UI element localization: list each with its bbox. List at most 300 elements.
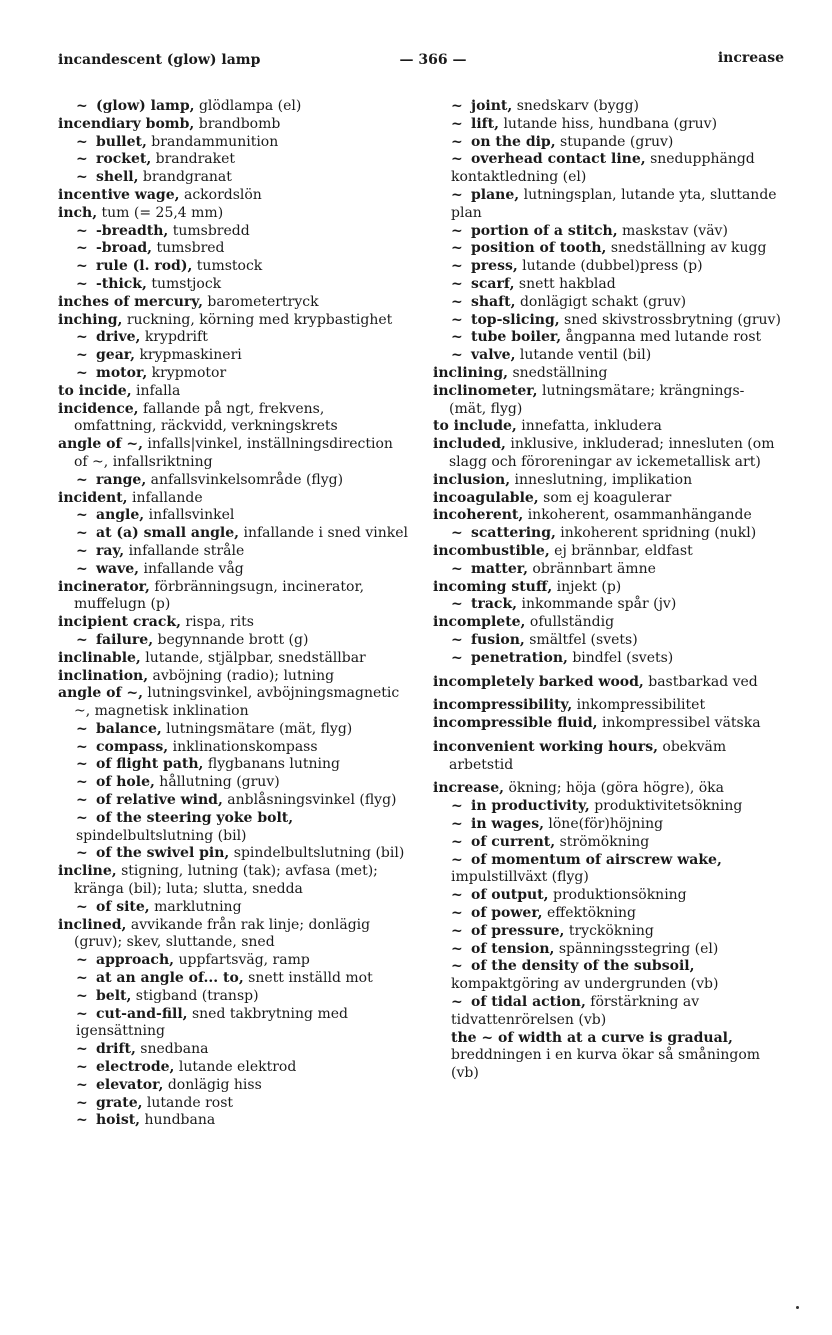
- definition: breddningen i en kurva ökar så småningom (vb): [451, 1047, 761, 1082]
- headword: of the swivel pin,: [96, 845, 230, 862]
- headword: rule (l. rod),: [96, 258, 193, 275]
- tilde-mark: ~: [451, 631, 463, 648]
- definition: uppfartsväg, ramp: [174, 952, 310, 969]
- page-header: [58, 50, 784, 74]
- tilde-mark: ~: [76, 720, 88, 737]
- subentry: [58, 151, 408, 169]
- tilde-mark: ~: [76, 631, 88, 648]
- headword: on the dip,: [471, 133, 556, 150]
- definition: inkoherent spridning (nukl): [555, 525, 757, 542]
- headword: inclined,: [58, 916, 127, 933]
- tilde-mark: ~: [451, 293, 463, 310]
- definition: lutande, stjälpbar, snedställbar: [140, 649, 366, 666]
- definition: stupande (gruv): [555, 133, 674, 150]
- headword: position of tooth,: [471, 240, 607, 257]
- tilde-mark: ~: [76, 1094, 88, 1111]
- headword: incoming stuff,: [433, 578, 553, 595]
- subentry: [58, 98, 408, 116]
- definition: infallande stråle: [124, 542, 245, 559]
- dictionary-entry: [58, 187, 408, 205]
- definition: inklusive, inkluderad; innesluten (om slagg och föroreningar av ickemetallisk art): [449, 436, 775, 470]
- headword: angle of ~,: [58, 685, 143, 702]
- headword: of flight path,: [96, 756, 204, 773]
- subentry: [433, 294, 783, 312]
- tilde-mark: ~: [451, 798, 463, 815]
- tilde-mark: ~: [451, 560, 463, 577]
- subentry: [58, 223, 408, 241]
- tilde-mark: ~: [76, 525, 88, 542]
- headword: shell,: [96, 169, 139, 186]
- subentry: [58, 1041, 408, 1059]
- definition: bastbarkad ved: [643, 673, 758, 690]
- headword: incompressible fluid,: [433, 715, 598, 732]
- subentry: [58, 988, 408, 1006]
- dictionary-entry: [58, 383, 408, 401]
- definition: krypdrift: [140, 329, 208, 346]
- definition: obrännbart ämne: [527, 560, 656, 577]
- definition: infallsvinkel: [144, 507, 235, 524]
- definition: donlägigt schakt (gruv): [515, 293, 687, 310]
- definition: förbränningsugn, incinerator, muffelugn (p): [74, 578, 365, 613]
- dictionary-entry: [433, 543, 783, 561]
- tilde-mark: ~: [76, 1059, 88, 1076]
- dictionary-entry: [433, 365, 783, 383]
- dictionary-entry: [433, 472, 783, 490]
- definition: tumsbred: [152, 240, 225, 257]
- definition: maskstav (väv): [617, 222, 728, 239]
- tilde-mark: ~: [451, 258, 463, 275]
- headword: top-slicing,: [471, 311, 560, 328]
- definition: glödlampa (el): [194, 98, 302, 114]
- headword: scattering,: [471, 525, 556, 542]
- subentry: [58, 792, 408, 810]
- tilde-mark: ~: [76, 845, 88, 862]
- dictionary-entry: [58, 312, 408, 330]
- dictionary-entry: [58, 685, 408, 721]
- definition: marklutning: [149, 898, 242, 915]
- subentry: [58, 810, 408, 846]
- headword: scarf,: [471, 275, 515, 292]
- definition: fallande på ngt, frekvens, omfattning, räckvidd, verkningskrets: [74, 400, 338, 435]
- definition: hållutning (gruv): [154, 774, 280, 791]
- tilde-mark: ~: [451, 347, 463, 364]
- subentry: [433, 994, 783, 1030]
- definition: lutande elektrod: [174, 1059, 297, 1076]
- tilde-mark: ~: [451, 833, 463, 850]
- headword: wave,: [96, 560, 140, 577]
- definition: snedbana: [135, 1041, 209, 1058]
- headword: to incide,: [58, 382, 132, 399]
- headword: tube boiler,: [471, 329, 562, 346]
- definition: snett inställd mot: [243, 970, 373, 987]
- definition: lutningsvinkel, avböjningsmagnetic ~, magnetisk inklination: [74, 685, 400, 720]
- headword: (glow) lamp,: [96, 98, 195, 114]
- definition: stigband (transp): [131, 987, 259, 1004]
- subentry: [433, 134, 783, 152]
- definition: ej brännbar, eldfast: [549, 542, 693, 559]
- headword: incline,: [58, 863, 117, 880]
- headword: inch,: [58, 204, 98, 221]
- subentry: [433, 887, 783, 905]
- definition: inkompressibilitet: [572, 697, 706, 714]
- headword: grate,: [96, 1094, 143, 1111]
- tilde-mark: ~: [76, 809, 88, 826]
- headword: press,: [471, 258, 518, 275]
- definition: lutande (dubbel)press (p): [517, 258, 703, 275]
- headword: approach,: [96, 952, 175, 969]
- subentry: [58, 845, 408, 863]
- subentry: [58, 1006, 408, 1042]
- headword: incoagulable,: [433, 489, 539, 506]
- headword: matter,: [471, 560, 528, 577]
- tilde-mark: ~: [76, 471, 88, 488]
- headword: in productivity,: [471, 798, 590, 815]
- definition: spindelbultslutning (bil): [76, 827, 247, 844]
- dictionary-entry: [433, 674, 783, 692]
- tilde-mark: ~: [451, 816, 463, 833]
- headword: of current,: [471, 833, 556, 850]
- headword: of pressure,: [471, 922, 565, 939]
- definition: tumstock: [192, 258, 263, 275]
- tilde-mark: ~: [76, 970, 88, 987]
- headword: inclinometer,: [433, 382, 538, 399]
- subentry: [433, 561, 783, 579]
- definition: sned skivstrossbrytning (gruv): [559, 311, 781, 328]
- tilde-mark: ~: [451, 98, 463, 114]
- headword: overhead contact line,: [471, 151, 646, 168]
- definition: infallande: [127, 489, 203, 506]
- dictionary-entry: [433, 715, 783, 733]
- tilde-mark: ~: [76, 507, 88, 524]
- dictionary-entry: [58, 116, 408, 134]
- subentry: [58, 525, 408, 543]
- subentry: [58, 258, 408, 276]
- headword: at an angle of... to,: [96, 970, 244, 987]
- headword: -broad,: [96, 240, 153, 257]
- subentry: [433, 525, 783, 543]
- definition: spänningsstegring (el): [554, 940, 719, 957]
- definition: flygbanans lutning: [203, 756, 340, 773]
- definition: lutningsplan, lutande yta, sluttande plan: [451, 186, 777, 221]
- tilde-mark: ~: [76, 792, 88, 809]
- dictionary-entry: [58, 579, 408, 615]
- definition: som ej koagulerar: [538, 489, 672, 506]
- headword: incident,: [58, 489, 128, 506]
- definition: hundbana: [140, 1112, 216, 1129]
- headword: in wages,: [471, 816, 544, 833]
- headword: track,: [471, 596, 518, 613]
- subentry: [433, 329, 783, 347]
- headword: of output,: [471, 887, 549, 904]
- tilde-mark: ~: [76, 1041, 88, 1058]
- headword: included,: [433, 436, 506, 453]
- headword: the ~ of width at a curve is gradual,: [451, 1029, 733, 1046]
- headword: incombustible,: [433, 542, 550, 559]
- definition: produktivitetsökning: [589, 798, 743, 815]
- subentry: [58, 970, 408, 988]
- page-number: — 366 —: [399, 52, 467, 68]
- definition: ångpanna med lutande rost: [561, 329, 762, 346]
- subentry: [58, 899, 408, 917]
- tilde-mark: ~: [451, 222, 463, 239]
- subentry: [58, 561, 408, 579]
- dictionary-entry: [433, 697, 783, 715]
- definition: spindelbultslutning (bil): [229, 845, 405, 862]
- headword: incidence,: [58, 400, 139, 417]
- definition: donlägig hiss: [163, 1076, 262, 1093]
- headword: inclusion,: [433, 471, 511, 488]
- dictionary-entry: [58, 401, 408, 437]
- subentry: [433, 258, 783, 276]
- subentry: [58, 739, 408, 757]
- right-column: [433, 98, 783, 1083]
- definition: tumsbredd: [168, 222, 250, 239]
- definition: krypmotor: [147, 364, 227, 381]
- headword: plane,: [471, 186, 520, 203]
- tilde-mark: ~: [451, 905, 463, 922]
- headword: -breadth,: [96, 222, 169, 239]
- headword: at (a) small angle,: [96, 525, 240, 542]
- tilde-mark: ~: [76, 1076, 88, 1093]
- subentry: [433, 905, 783, 923]
- subentry: [433, 816, 783, 834]
- subentry: [58, 1095, 408, 1113]
- dictionary-entry: [58, 650, 408, 668]
- definition: sned takbrytning med igensättning: [76, 1005, 348, 1040]
- tilde-mark: ~: [451, 329, 463, 346]
- subentry: [433, 596, 783, 614]
- tilde-mark: ~: [76, 222, 88, 239]
- subentry: [433, 276, 783, 294]
- dictionary-entry: [433, 490, 783, 508]
- definition: stigning, lutning (tak); avfasa (met); kränga (bil); luta; slutta, snedda: [74, 863, 378, 898]
- headword: cut-and-fill,: [96, 1005, 188, 1022]
- dictionary-entry: [58, 917, 408, 953]
- tilde-mark: ~: [76, 151, 88, 168]
- page-mark: [796, 1306, 799, 1309]
- headword: lift,: [471, 115, 499, 132]
- definition: inneslutning, implikation: [510, 471, 693, 488]
- tilde-mark: ~: [76, 275, 88, 292]
- definition: barometertryck: [202, 293, 319, 310]
- headword: of tension,: [471, 940, 555, 957]
- definition: infallande i sned vinkel: [239, 525, 408, 542]
- headword: increase,: [433, 780, 505, 797]
- headword: bullet,: [96, 133, 147, 150]
- tilde-mark: ~: [76, 258, 88, 275]
- definition: infalls|vinkel, inställningsdirection of ~, infallsriktning: [74, 436, 393, 470]
- headword: incompletely barked wood,: [433, 673, 644, 690]
- headword: incompressibility,: [433, 697, 573, 714]
- subentry: [58, 169, 408, 187]
- subentry: [58, 756, 408, 774]
- definition: inkompressibel vätska: [597, 715, 761, 732]
- headword: rocket,: [96, 151, 152, 168]
- tilde-mark: ~: [451, 940, 463, 957]
- tilde-mark: ~: [76, 169, 88, 186]
- subentry: [58, 721, 408, 739]
- subentry: [58, 276, 408, 294]
- dictionary-entry: [433, 780, 783, 798]
- definition: bindfel (svets): [567, 649, 674, 666]
- headword: drift,: [96, 1041, 136, 1058]
- headword: of tidal action,: [471, 994, 586, 1011]
- definition: lutande hiss, hundbana (gruv): [499, 115, 718, 132]
- dictionary-entry: [58, 205, 408, 223]
- definition: inkoherent, osammanhängande: [523, 507, 752, 524]
- tilde-mark: ~: [76, 774, 88, 791]
- headword: incomplete,: [433, 614, 526, 631]
- definition: innefatta, inkludera: [516, 418, 662, 435]
- headword: gear,: [96, 347, 135, 364]
- dictionary-entry: [433, 383, 783, 419]
- subentry: [433, 834, 783, 852]
- definition: anblåsningsvinkel (flyg): [222, 792, 397, 809]
- tilde-mark: ~: [451, 275, 463, 292]
- subentry: [58, 543, 408, 561]
- definition: ackordslön: [179, 186, 262, 203]
- definition: tumstjock: [146, 275, 222, 292]
- definition: inkommande spår (jv): [517, 596, 677, 613]
- headword: failure,: [96, 631, 154, 648]
- definition: inklinationskompass: [168, 738, 318, 755]
- dictionary-entry: [433, 507, 783, 525]
- dictionary-entry: [58, 668, 408, 686]
- subentry: [433, 116, 783, 134]
- headword: hoist,: [96, 1112, 141, 1129]
- subentry: [58, 365, 408, 383]
- subentry: [58, 1059, 408, 1077]
- subentry: [433, 223, 783, 241]
- tilde-mark: ~: [76, 133, 88, 150]
- tilde-mark: ~: [76, 347, 88, 364]
- definition: brandgranat: [138, 169, 232, 186]
- headword: inconvenient working hours,: [433, 738, 658, 755]
- tilde-mark: ~: [76, 98, 88, 114]
- headword: of the density of the subsoil,: [471, 958, 695, 975]
- definition: impulstillväxt (flyg): [451, 869, 589, 886]
- tilde-mark: ~: [451, 186, 463, 203]
- headword: penetration,: [471, 649, 568, 666]
- headword: angle of ~,: [58, 436, 143, 453]
- headword: electrode,: [96, 1059, 175, 1076]
- subentry: [433, 151, 783, 187]
- definition: krypmaskineri: [135, 347, 242, 364]
- definition: ruckning, körning med krypbastighet: [122, 311, 393, 328]
- headword: inching,: [58, 311, 123, 328]
- definition: förstärkning av tidvattenrörelsen (vb): [451, 994, 700, 1028]
- subentry: [58, 774, 408, 792]
- subentry: [433, 240, 783, 258]
- headword: of power,: [471, 905, 543, 922]
- headword: inclinable,: [58, 649, 141, 666]
- headword: belt,: [96, 987, 132, 1004]
- subentry: [58, 507, 408, 525]
- headword: motor,: [96, 364, 148, 381]
- definition: produktionsökning: [548, 887, 687, 904]
- tilde-mark: ~: [451, 596, 463, 613]
- headword: ray,: [96, 542, 125, 559]
- definition: avvikande från rak linje; donlägig (gruv); skev, sluttande, sned: [74, 916, 371, 951]
- dictionary-entry: [433, 436, 783, 472]
- dictionary-entry: [58, 863, 408, 899]
- header-left-guideword: incandescent (glow) lamp: [58, 52, 261, 68]
- subentry: [58, 329, 408, 347]
- dictionary-entry: [58, 490, 408, 508]
- definition: ofullständig: [525, 614, 615, 631]
- tilde-mark: ~: [76, 560, 88, 577]
- tilde-mark: ~: [76, 329, 88, 346]
- definition: infallande våg: [139, 560, 244, 577]
- tilde-mark: ~: [451, 958, 463, 975]
- definition: snedställning av kugg: [606, 240, 767, 257]
- headword: balance,: [96, 720, 162, 737]
- definition: rispa, rits: [180, 614, 254, 631]
- subentry: [58, 240, 408, 258]
- tilde-mark: ~: [76, 987, 88, 1004]
- headword: of site,: [96, 898, 150, 915]
- dictionary-entry: [433, 614, 783, 632]
- tilde-mark: ~: [76, 364, 88, 381]
- dictionary-entry: [58, 614, 408, 632]
- definition: snett hakblad: [514, 275, 616, 292]
- definition: snedskarv (bygg): [512, 98, 639, 114]
- tilde-mark: ~: [451, 133, 463, 150]
- tilde-mark: ~: [451, 994, 463, 1011]
- headword: incipient crack,: [58, 614, 181, 631]
- tilde-mark: ~: [451, 311, 463, 328]
- subentry: [433, 312, 783, 330]
- definition: anfallsvinkelsområde (flyg): [146, 471, 344, 488]
- tilde-mark: ~: [76, 240, 88, 257]
- subentry: [58, 134, 408, 152]
- definition: snedupphängd kontaktledning (el): [451, 151, 755, 186]
- tilde-mark: ~: [76, 542, 88, 559]
- headword: elevator,: [96, 1076, 164, 1093]
- tilde-mark: ~: [451, 115, 463, 132]
- headword: inclining,: [433, 364, 508, 381]
- subentry: [433, 852, 783, 888]
- definition: smältfel (svets): [524, 631, 638, 648]
- subentry: [433, 1030, 783, 1083]
- tilde-mark: ~: [76, 952, 88, 969]
- definition: lutande ventil (bil): [515, 347, 652, 364]
- subentry: [433, 958, 783, 994]
- dictionary-entry: [433, 739, 783, 775]
- definition: obekväm arbetstid: [449, 738, 727, 773]
- headword: incentive wage,: [58, 186, 180, 203]
- headword: shaft,: [471, 293, 516, 310]
- subentry: [433, 98, 783, 116]
- definition: lutningsmätare; krängnings- (mät, flyg): [449, 382, 745, 417]
- headword: portion of a stitch,: [471, 222, 618, 239]
- subentry: [58, 1077, 408, 1095]
- definition: brandraket: [151, 151, 236, 168]
- definition: tum (= 25,4 mm): [97, 204, 224, 221]
- headword: to include,: [433, 418, 517, 435]
- tilde-mark: ~: [451, 851, 463, 868]
- headword: inclination,: [58, 667, 149, 684]
- definition: tryckökning: [564, 922, 654, 939]
- definition: brandbomb: [194, 115, 281, 132]
- definition: begynnande brott (g): [153, 631, 309, 648]
- headword: fusion,: [471, 631, 525, 648]
- definition: snedställning: [508, 364, 608, 381]
- definition: strömökning: [555, 833, 650, 850]
- subentry: [433, 650, 783, 668]
- dictionary-entry: [58, 294, 408, 312]
- tilde-mark: ~: [451, 525, 463, 542]
